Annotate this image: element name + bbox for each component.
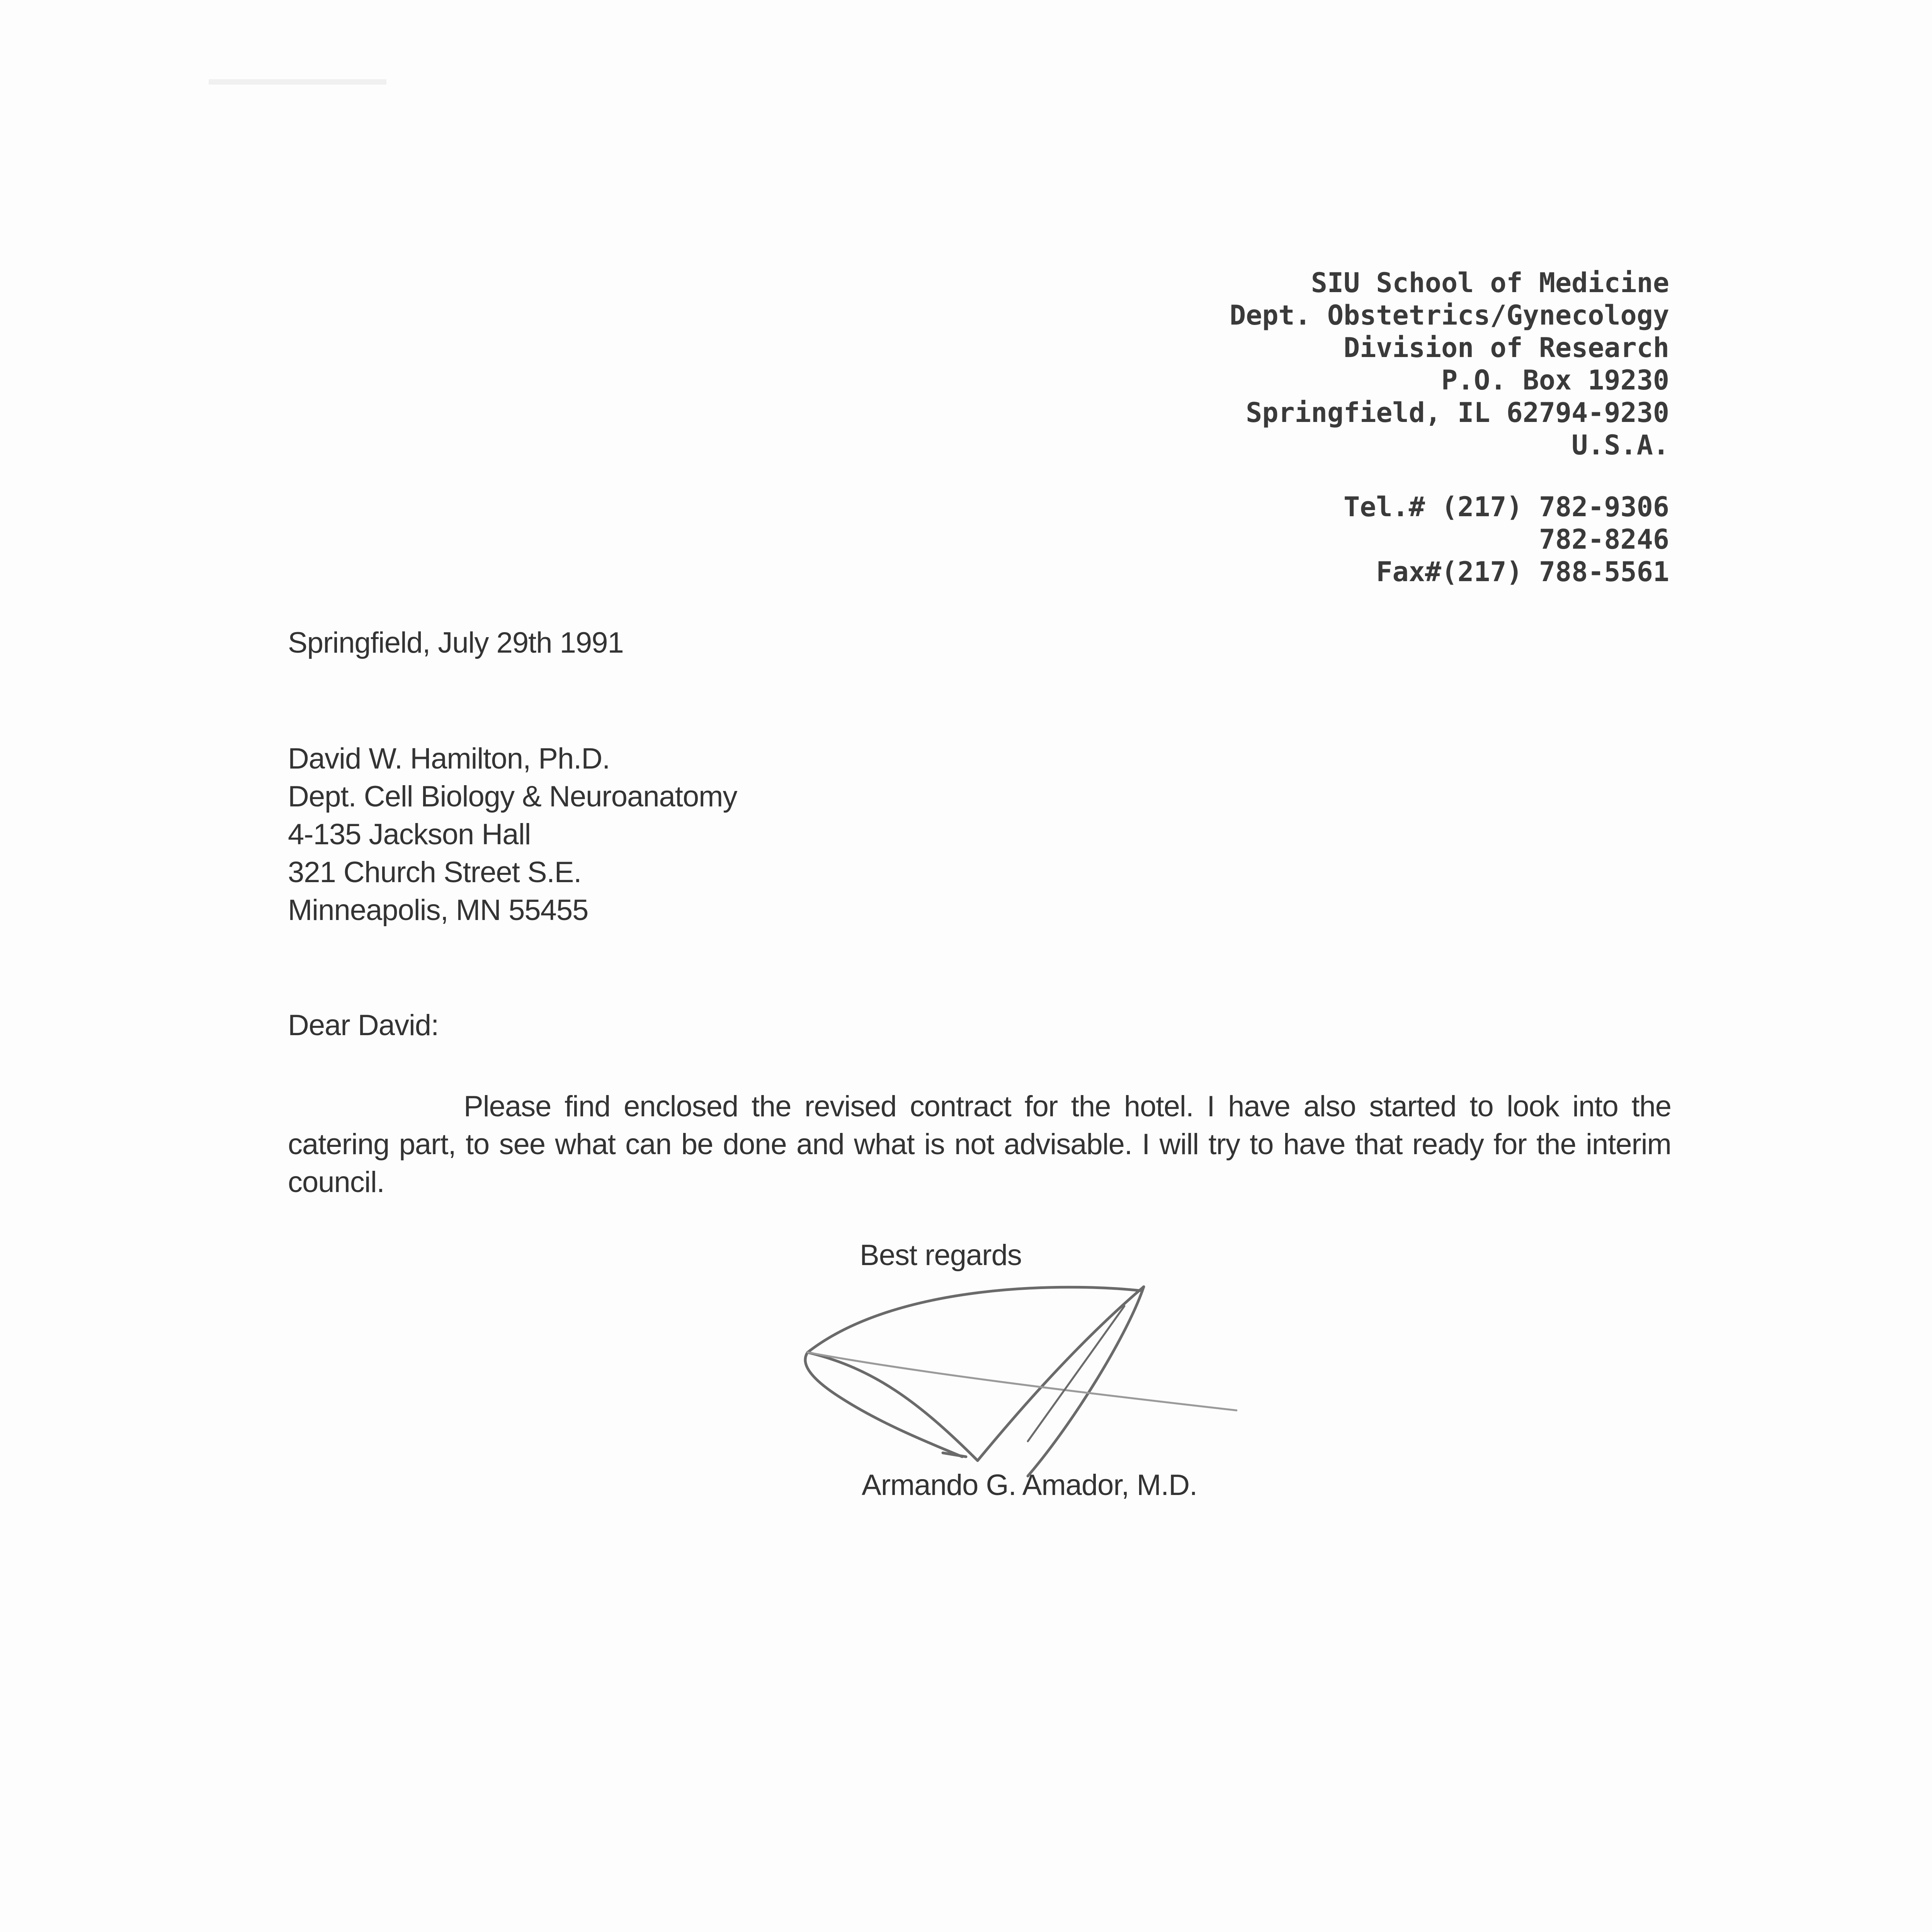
letterhead-line-country: U.S.A. <box>1571 429 1669 461</box>
salutation: Dear David: <box>288 1009 439 1042</box>
scan-smudge <box>209 79 386 85</box>
letterhead-line-division: Division of Research <box>1344 332 1669 364</box>
recipient-street: 321 Church Street S.E. <box>288 856 582 889</box>
recipient-department: Dept. Cell Biology & Neuroanatomy <box>288 780 737 813</box>
letterhead-line-department: Dept. Obstetrics/Gynecology <box>1230 299 1669 331</box>
letterhead-line-city: Springfield, IL 62794-9230 <box>1246 397 1669 429</box>
letterhead-address <box>1230 267 1669 461</box>
letter-body: Please find enclosed the revised contract for the hotel. I have also started to look into the catering part, to see what can be done and what is not advisable. I will try to have that ready for the interim council. <box>288 1090 1671 1199</box>
recipient-address <box>288 740 737 929</box>
contact-tel: Tel.# (217) 782-9306 <box>1344 491 1669 523</box>
recipient-building: 4-135 Jackson Hall <box>288 818 531 851</box>
handwritten-signature <box>796 1275 1260 1492</box>
signer-name: Armando G. Amador, M.D. <box>862 1469 1197 1502</box>
letter-date: Springfield, July 29th 1991 <box>288 626 624 659</box>
closing: Best regards <box>860 1239 1022 1272</box>
recipient-name: David W. Hamilton, Ph.D. <box>288 742 610 775</box>
letterhead-contact <box>1344 491 1669 588</box>
recipient-city: Minneapolis, MN 55455 <box>288 894 588 927</box>
letterhead-line-pobox: P.O. Box 19230 <box>1441 364 1669 396</box>
letterhead-line-institution: SIU School of Medicine <box>1311 267 1669 299</box>
contact-tel-alt: 782-8246 <box>1539 524 1669 555</box>
contact-fax: Fax#(217) 788-5561 <box>1376 556 1669 588</box>
